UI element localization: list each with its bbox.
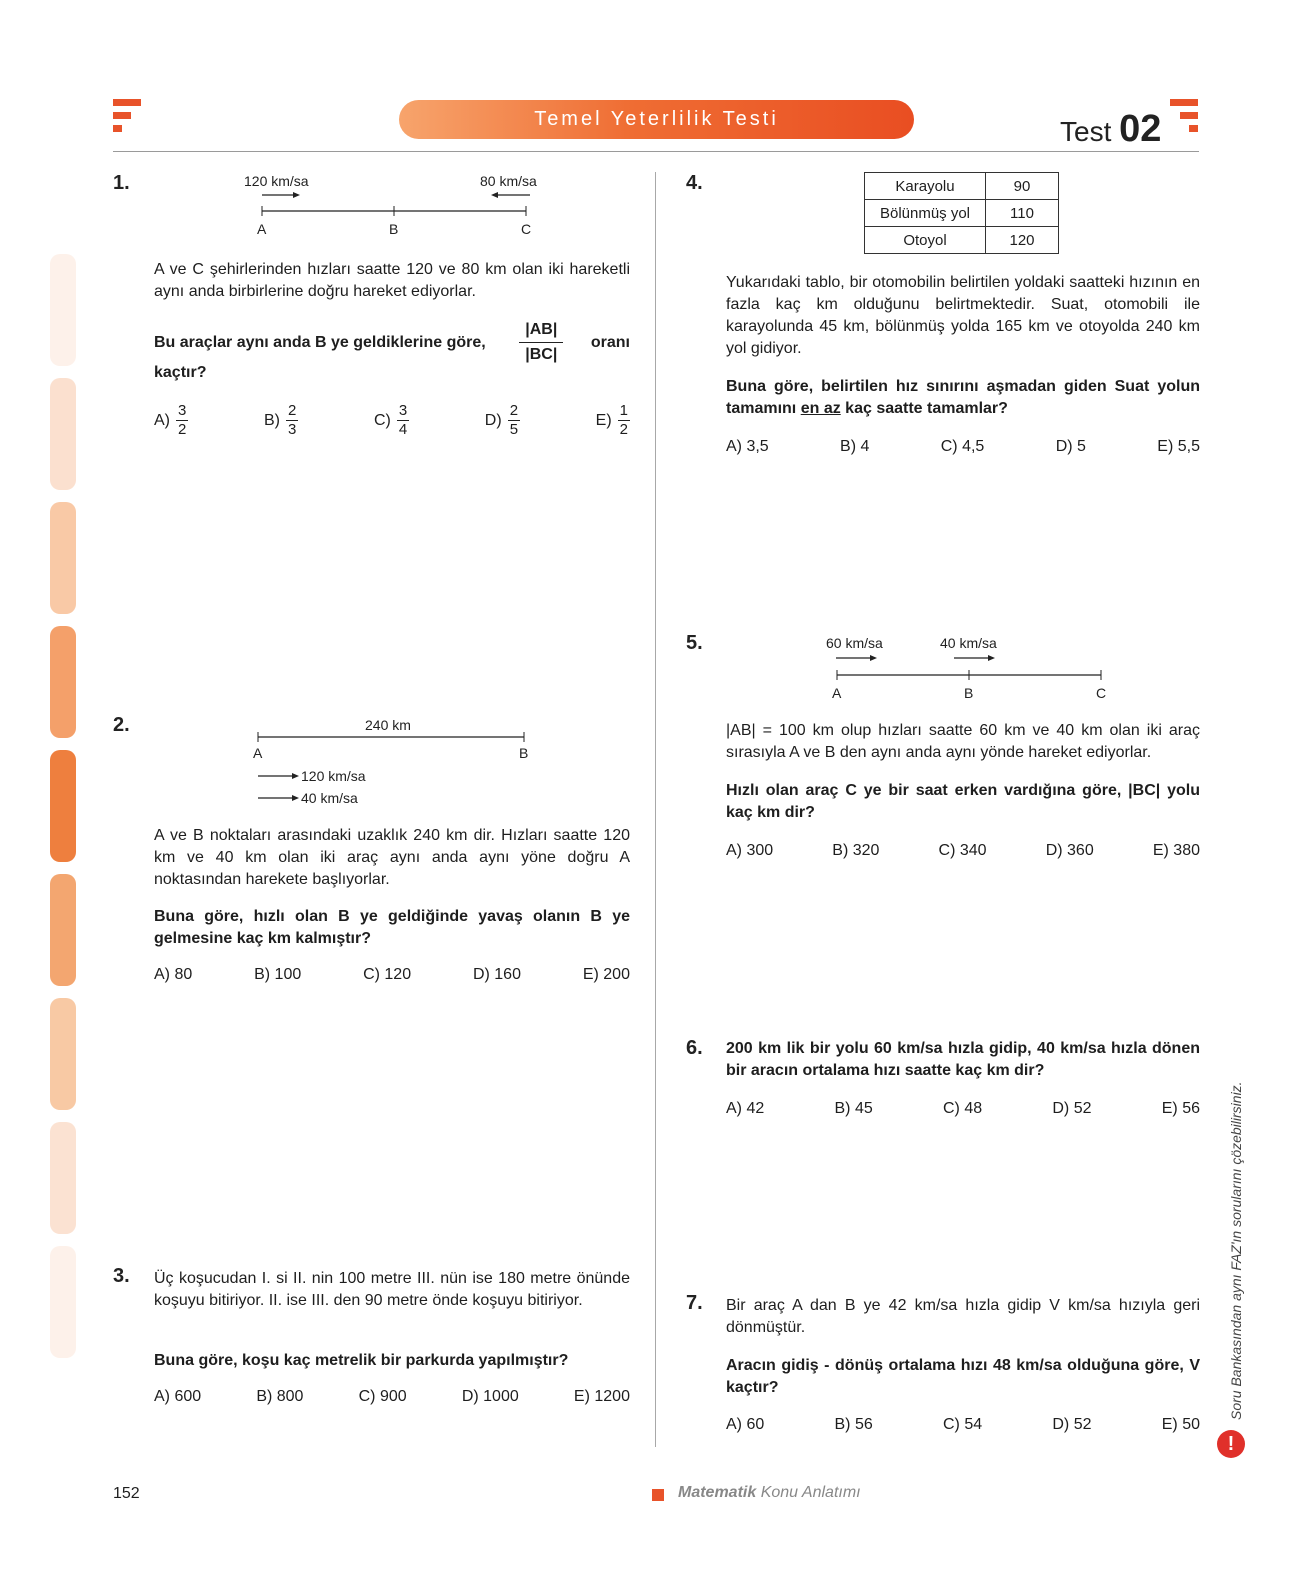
- q1-arrowhead-left: [491, 192, 498, 198]
- q1-text: A ve C şehirlerinden hızları saatte 120 ve 80 km olan iki hareketli aynı anda birbirlerine doğru hareket ediyorlar.: [154, 261, 630, 300]
- question-1-number: 1.: [113, 172, 130, 194]
- choice-label: C): [373, 411, 391, 429]
- q1-point-a: A: [257, 221, 267, 237]
- footer-book-title: [678, 1484, 861, 1502]
- q2-choice-c[interactable]: C) 120: [363, 966, 412, 983]
- table-row: [865, 227, 1059, 254]
- fraction-den: 2: [619, 421, 628, 438]
- q5-choice-c[interactable]: C) 340: [938, 842, 987, 859]
- q5-choice-a[interactable]: A) 300: [726, 842, 774, 859]
- q2-choice-a[interactable]: A) 80: [154, 966, 193, 983]
- q4-choice-b[interactable]: B) 4: [840, 438, 870, 455]
- table-cell-limit: 90: [986, 173, 1059, 200]
- fraction-num: 2: [287, 402, 297, 419]
- side-tab: [50, 378, 76, 490]
- q7-text: Bir araç A dan B ye 42 km/sa hızla gidip V km/sa hızıyla geri dönmüştür.: [726, 1297, 1200, 1336]
- q1-question: [154, 318, 630, 367]
- q7-choice-b[interactable]: B) 56: [834, 1416, 873, 1433]
- q3-choice-b[interactable]: B) 800: [256, 1388, 304, 1405]
- fraction-den: 3: [287, 421, 297, 438]
- header-divider: [113, 151, 1199, 152]
- q4-text: Yukarıdaki tablo, bir otomobilin belirtilen yoldaki saatteki hızının en fazla kaç km olduğunu belirtmektedir. Suat, otomobili ile karayolunda 45 km, bölünmüş yolda 165 km ve otoyolda 240 km yol gidiyor.: [726, 274, 1200, 357]
- q5-arrowhead-a: [870, 655, 877, 661]
- q4-choice-c[interactable]: C) 4,5: [940, 438, 985, 455]
- side-tab: [50, 1246, 76, 1358]
- question-5-number: 5.: [686, 632, 703, 654]
- q4-choice-a[interactable]: A) 3,5: [726, 438, 769, 455]
- q5-choices: [726, 842, 1200, 860]
- q1-question-pre: Bu araçlar aynı anda B ye geldiklerine göre,: [154, 333, 486, 351]
- q3-choices: [154, 1388, 630, 1406]
- table-cell-road: Karayolu: [865, 173, 986, 200]
- q1-choice-d[interactable]: [485, 402, 520, 439]
- q1-choice-e[interactable]: [596, 402, 630, 439]
- q5-choice-d[interactable]: D) 360: [1045, 842, 1094, 859]
- footer-book-bold: Matematik: [678, 1484, 757, 1501]
- q5-speed-a: 60 km/sa: [826, 635, 883, 651]
- q7-choice-c[interactable]: C) 54: [943, 1416, 983, 1433]
- q5-arrowhead-b: [988, 655, 995, 661]
- footer-book-rest: Konu Anlatımı: [756, 1484, 861, 1501]
- page-number: 152: [113, 1485, 140, 1502]
- q1-choice-b[interactable]: [264, 402, 298, 439]
- q6-choices: [726, 1100, 1200, 1118]
- q1-choice-a[interactable]: [154, 402, 188, 439]
- table-cell-road: Bölünmüş yol: [865, 200, 986, 227]
- q3-choice-c[interactable]: C) 900: [358, 1388, 407, 1405]
- side-tab: [50, 874, 76, 986]
- q5-choice-e[interactable]: E) 380: [1152, 842, 1200, 859]
- q1-ratio: [519, 318, 563, 367]
- q7-choice-e[interactable]: E) 50: [1161, 1416, 1200, 1433]
- test-number: 02: [1119, 108, 1162, 150]
- q6-question: 200 km lik bir yolu 60 km/sa hızla gidip, 40 km/sa hızla dönen bir aracın ortalama hızı saatte kaç km dir?: [726, 1040, 1200, 1079]
- column-divider: [655, 172, 656, 1447]
- q5-text: |AB| = 100 km olup hızları saatte 60 km ve 40 km olan iki araç sırasıyla A ve B den aynı anda aynı yönde hareket ediyorlar.: [726, 722, 1200, 761]
- choice-fraction: [176, 402, 188, 439]
- q1-speed-a: 120 km/sa: [244, 173, 309, 189]
- q7-choice-d[interactable]: D) 52: [1052, 1416, 1092, 1433]
- side-tab: [50, 750, 76, 862]
- q7-choice-a[interactable]: A) 60: [726, 1416, 765, 1433]
- fraction-num: 2: [509, 402, 519, 419]
- footer-square-icon: [652, 1489, 664, 1501]
- q2-choice-e[interactable]: E) 200: [582, 966, 630, 983]
- q3-text: Üç koşucudan I. si II. nin 100 metre III. nün ise 180 metre önünde koşuyu bitiriyor. II. ise III. den 90 metre önde koşuyu bitiriyor.: [154, 1270, 630, 1309]
- question-2-number: 2.: [113, 714, 130, 736]
- question-6-number: 6.: [686, 1037, 703, 1059]
- q4-choice-d[interactable]: D) 5: [1055, 438, 1086, 455]
- fraction-num: 1: [619, 402, 628, 419]
- choice-fraction: [397, 402, 409, 439]
- side-tab: [50, 502, 76, 614]
- fraction-den: 2: [178, 421, 187, 438]
- choice-label: A): [154, 411, 170, 429]
- fraction-num: 3: [398, 402, 408, 419]
- q6-choice-a[interactable]: A) 42: [726, 1100, 765, 1117]
- choice-label: B): [263, 411, 280, 429]
- table-cell-road: Otoyol: [865, 227, 986, 254]
- q1-question-end: kaçtır?: [154, 364, 207, 381]
- q2-choice-b[interactable]: B) 100: [254, 966, 302, 983]
- choice-fraction: [508, 402, 520, 439]
- side-tab: [50, 254, 76, 366]
- q5-point-b: B: [964, 685, 974, 701]
- q1-point-c: C: [521, 221, 532, 237]
- q7-choices: [726, 1416, 1200, 1434]
- side-tab: [50, 626, 76, 738]
- test-title-banner: Temel Yeterlilik Testi: [399, 100, 914, 139]
- question-3-number: 3.: [113, 1265, 130, 1287]
- q1-speed-c: 80 km/sa: [480, 173, 537, 189]
- q1-ratio-den: |BC|: [525, 346, 558, 363]
- q2-point-b: B: [519, 745, 529, 761]
- q2-speed-slow: 40 km/sa: [301, 790, 358, 804]
- q2-distance-diagram: [250, 712, 540, 804]
- table-row: [865, 200, 1059, 227]
- question-4-number: 4.: [686, 172, 703, 194]
- q3-choice-d[interactable]: D) 1000: [461, 1388, 519, 1405]
- q5-choice-b[interactable]: B) 320: [832, 842, 880, 859]
- q1-ratio-num: |AB|: [519, 318, 563, 343]
- q5-distance-diagram: [826, 630, 1116, 702]
- q6-choice-d[interactable]: D) 52: [1052, 1100, 1092, 1117]
- side-tab: [50, 998, 76, 1110]
- side-tab: [50, 1122, 76, 1234]
- side-note: Soru Bankasından aynı FAZ'ın sorularını çözebilirsiniz.: [1228, 1081, 1244, 1420]
- q4-choice-e[interactable]: E) 5,5: [1157, 438, 1200, 455]
- q2-distance: 240 km: [365, 717, 411, 733]
- q1-choices: [154, 402, 630, 439]
- choice-fraction: [286, 402, 298, 439]
- test-label: [1060, 108, 1161, 151]
- q5-point-a: A: [832, 685, 842, 701]
- q6-choice-b[interactable]: B) 45: [834, 1100, 873, 1117]
- choice-fraction: [618, 402, 630, 439]
- q5-point-c: C: [1096, 685, 1107, 701]
- q1-point-b: B: [389, 221, 399, 237]
- q4-speed-limit-table: [864, 172, 1059, 254]
- q4-question-emphasis: en az: [800, 400, 841, 417]
- q2-question: Buna göre, hızlı olan B ye geldiğinde yavaş olanın B ye gelmesine kaç km kalmıştır?: [154, 908, 630, 947]
- choice-label: E): [595, 411, 612, 429]
- table-cell-limit: 110: [986, 200, 1059, 227]
- question-7-number: 7.: [686, 1292, 703, 1314]
- q4-question-pre: Buna göre, belirtilen hız sınırını aşmadan giden Suat yolun tamamını: [726, 378, 1200, 417]
- q1-choice-c[interactable]: [374, 402, 409, 439]
- q4-question-post: kaç saatte tamamlar?: [845, 400, 1008, 417]
- fraction-den: 5: [509, 421, 519, 438]
- q2-speed-fast: 120 km/sa: [301, 768, 366, 784]
- q4-question: [726, 376, 1200, 420]
- test-word: Test: [1060, 116, 1112, 147]
- table-row: [865, 173, 1059, 200]
- q5-question: Hızlı olan araç C ye bir saat erken vardığına göre, |BC| yolu kaç km dir?: [726, 782, 1200, 821]
- q2-choice-d[interactable]: D) 160: [472, 966, 521, 983]
- q2-choices: [154, 966, 630, 984]
- q2-arrowhead-slow: [292, 795, 299, 801]
- q7-question: Aracın gidiş - dönüş ortalama hızı 48 km/sa olduğuna göre, V kaçtır?: [726, 1357, 1200, 1396]
- q6-choice-c[interactable]: C) 48: [943, 1100, 983, 1117]
- q2-text: A ve B noktaları arasındaki uzaklık 240 km dir. Hızları saatte 120 km ve 40 km olan iki araç aynı anda aynı yöne doğru A noktasından harekete başlıyorlar.: [154, 827, 630, 888]
- table-cell-limit: 120: [986, 227, 1059, 254]
- q4-choices: [726, 438, 1200, 456]
- q6-choice-e[interactable]: E) 56: [1161, 1100, 1200, 1117]
- q2-arrowhead-fast: [292, 773, 299, 779]
- warning-icon: !: [1217, 1430, 1245, 1458]
- choice-label: D): [484, 411, 502, 429]
- q3-choice-a[interactable]: A) 600: [154, 1388, 202, 1405]
- fraction-den: 4: [398, 421, 408, 438]
- q5-speed-b: 40 km/sa: [940, 635, 997, 651]
- q2-point-a: A: [253, 745, 263, 761]
- fraction-num: 3: [178, 402, 187, 419]
- q1-distance-diagram: [230, 168, 550, 240]
- q1-question-post: oranı: [590, 333, 630, 351]
- q3-question: Buna göre, koşu kaç metrelik bir parkurda yapılmıştır?: [154, 1352, 569, 1369]
- q1-arrowhead-right: [293, 192, 300, 198]
- q3-choice-e[interactable]: E) 1200: [573, 1388, 630, 1405]
